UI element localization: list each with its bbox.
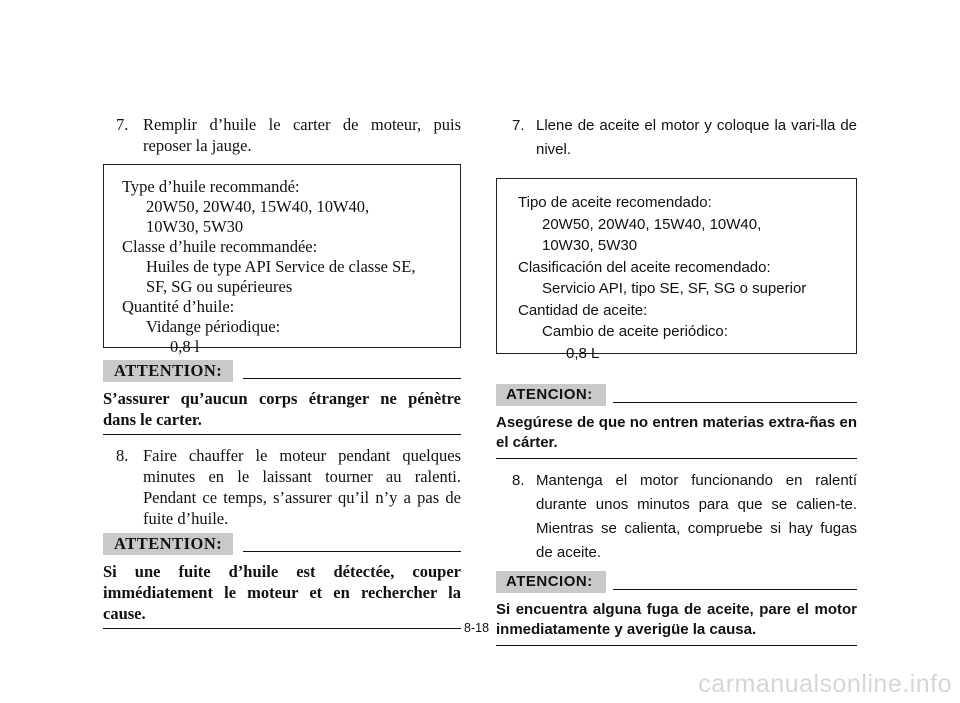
attention-text: Si une fuite d’huile est détectée, couper immédiatement le moteur et en rechercher la cause.	[103, 555, 461, 629]
spec-line: Huiles de type API Service de classe SE,	[146, 257, 416, 276]
step-number: 7.	[512, 117, 525, 134]
spec-line: Type d’huile recommandé:	[122, 177, 300, 196]
attention-label: ATTENTION:	[103, 360, 233, 382]
step-8-es	[496, 469, 857, 565]
step-text: Faire chauffer le moteur pendant quelques minutes en le laissant tourner au ralenti. Pendant ce temps, s’assurer qu’il n’y a pas de fuite d’huile.	[143, 446, 461, 528]
spec-line: SF, SG ou supérieures	[146, 277, 293, 296]
step-7-fr	[103, 114, 461, 156]
spec-line: Cantidad de aceite:	[518, 301, 648, 319]
spec-line: Clasificación del aceite recomendado:	[518, 258, 771, 276]
oil-spec-box-es	[496, 178, 857, 362]
spec-line: 10W30, 5W30	[146, 217, 244, 236]
spec-line: Cambio de aceite periódico:	[542, 323, 728, 340]
divider	[243, 378, 461, 379]
attention-label: ATTENTION:	[103, 533, 233, 555]
french-column	[103, 114, 461, 629]
attention-box-es-2	[496, 571, 857, 646]
attention-box-fr-1	[103, 360, 461, 435]
attention-label: ATENCION:	[496, 571, 606, 593]
step-text: Mantenga el motor funcionando en ralentí durante unos minutos para que se calien-te. Mientras se calienta, compruebe si hay fugas de aceite.	[536, 472, 857, 561]
step-number: 7.	[116, 115, 129, 134]
step-text: Remplir d’huile le carter de moteur, puis reposer la jauge.	[143, 115, 461, 155]
step-7-es	[496, 114, 857, 162]
spec-line: 0,8 l	[170, 337, 200, 356]
spanish-column	[496, 114, 857, 646]
attention-text: S’assurer qu’aucun corps étranger ne pénètre dans le carter.	[103, 382, 461, 435]
spec-line: Servicio API, tipo SE, SF, SG o superior	[542, 280, 807, 297]
step-number: 8.	[512, 472, 525, 489]
divider	[613, 589, 857, 590]
spec-line: Tipo de aceite recomendado:	[518, 194, 712, 211]
divider	[613, 402, 857, 403]
attention-label: ATENCION:	[496, 384, 606, 406]
divider	[243, 551, 461, 552]
spec-line: 20W50, 20W40, 15W40, 10W40,	[542, 215, 762, 233]
step-number: 8.	[116, 446, 129, 465]
attention-box-es-1	[496, 384, 857, 459]
oil-spec-box-fr	[103, 164, 461, 356]
spec-line: 20W50, 20W40, 15W40, 10W40,	[146, 197, 370, 216]
spec-line: Quantité d’huile:	[122, 297, 235, 316]
spec-line: Vidange périodique:	[146, 317, 281, 336]
spec-line: 0,8 L	[566, 344, 600, 362]
spec-line: Classe d’huile recommandée:	[122, 237, 318, 256]
step-text: Llene de aceite el motor y coloque la vari-lla de nivel.	[536, 117, 857, 158]
attention-text: Si encuentra alguna fuga de aceite, pare el motor inmediatamente y averigüe la causa.	[496, 593, 857, 646]
watermark: carmanualsonline.info	[698, 670, 952, 698]
step-8-fr	[103, 445, 461, 529]
attention-text: Asegúrese de que no entren materias extra-ñas en el cárter.	[496, 406, 857, 459]
attention-box-fr-2	[103, 533, 461, 629]
page-number: 8-18	[464, 621, 490, 635]
spec-line: 10W30, 5W30	[542, 237, 638, 254]
